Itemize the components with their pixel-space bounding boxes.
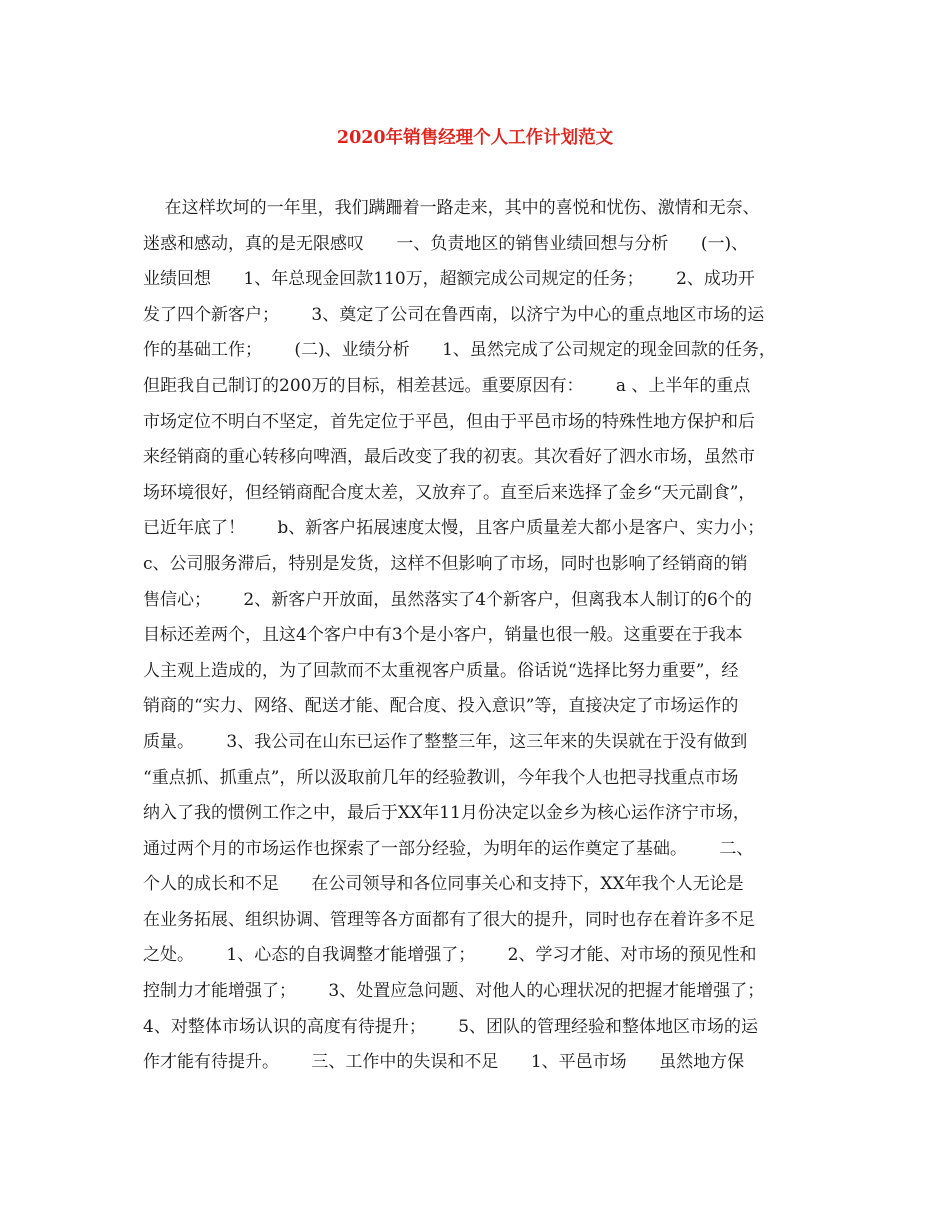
body-line: 销商的“实力、网络、配送才能、配合度、投入意识”等，直接决定了市场运作的	[143, 696, 739, 717]
body-line: 但距我自己制订的200万的目标，相差甚远。重要原因有： a 、上半年的重点	[143, 375, 751, 396]
body-line: 控制力才能增强了； 3、处置应急问题、对他人的心理状况的把握才能增强了；	[143, 981, 765, 1002]
body-line: 场环境很好，但经销商配合度太差，又放弃了。直至后来选择了金乡“天元副食”，	[143, 482, 756, 503]
document-title: 2020年销售经理个人工作计划范文	[336, 128, 614, 148]
body-line: c、公司服务滞后，特别是发货，这样不但影响了市场，同时也影响了经销商的销	[143, 553, 748, 574]
body-line: “重点抓、抓重点”，所以汲取前几年的经验教训，今年我个人也把寻找重点市场	[143, 767, 739, 788]
body-line: 个人的成长和不足 在公司领导和各位同事关心和支持下，XX年我个人无论是	[143, 874, 744, 895]
body-line: 发了四个新客户； 3、奠定了公司在鲁西南，以济宁为中心的重点地区市场的运	[143, 304, 765, 325]
body-line: 目标还差两个，且这4个客户中有3个是小客户，销量也很一般。这重要在于我本	[143, 625, 743, 646]
body-line: 通过两个月的市场运作也探索了一部分经验，为明年的运作奠定了基础。 二、	[143, 838, 754, 859]
body-line: 来经销商的重心转移向啤酒，最后改变了我的初衷。其次看好了泗水市场，虽然市	[143, 447, 755, 468]
body-line: 已近年底了！ b、新客户拓展速度太慢，且客户质量差大都小是客户、实力小；	[143, 518, 765, 539]
body-line: 人主观上造成的，为了回款而不太重视客户质量。俗话说“选择比努力重要”，经	[143, 660, 739, 681]
body-line: 售信心； 2、新客户开放面，虽然落实了4个新客户，但离我本人制订的6个的	[143, 589, 752, 610]
body-line: 在这样坎坷的一年里，我们蹒跚着一路走来，其中的喜悦和忧伤、激情和无奈、	[143, 198, 760, 218]
body-line: 在业务拓展、组织协调、管理等各方面都有了很大的提升，同时也存在着许多不足	[143, 909, 755, 930]
document-body	[143, 191, 823, 1081]
body-line: 4、对整体市场认识的高度有待提升； 5、团队的管理经验和整体地区市场的运	[143, 1016, 759, 1037]
body-line: 市场定位不明白不坚定，首先定位于平邑，但由于平邑市场的特殊性地方保护和后	[143, 411, 755, 432]
body-line: 质量。 3、我公司在山东已运作了整整三年，这三年来的失误就在于没有做到	[143, 731, 748, 752]
body-line: 之处。 1、心态的自我调整才能增强了； 2、学习才能、对市场的预见性和	[143, 945, 757, 966]
body-line: 迷惑和感动，真的是无限感叹 一、负责地区的销售业绩回想与分析 (一)、	[143, 233, 749, 254]
body-line: 作才能有待提升。 三、工作中的失误和不足 1、平邑市场 虽然地方保	[143, 1052, 745, 1073]
body-line: 纳入了我的惯例工作之中，最后于XX年11月份决定以金乡为核心运作济宁市场，	[143, 803, 750, 824]
body-line: 作的基础工作； (二)、业绩分析 1、虽然完成了公司规定的现金回款的任务，	[143, 340, 776, 361]
body-line: 业绩回想 1、年总现金回款110万，超额完成公司规定的任务； 2、成功开	[143, 269, 755, 290]
